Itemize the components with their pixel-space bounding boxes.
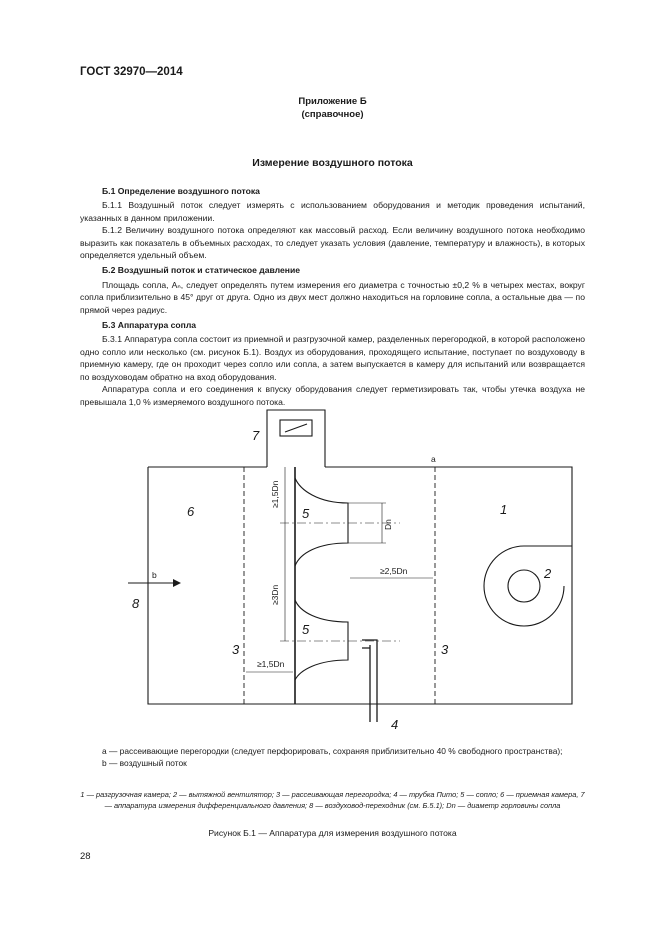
dim-mid-label: ≥3Dn bbox=[270, 584, 280, 605]
label-4: 4 bbox=[391, 717, 399, 732]
pressure-apparatus-frame bbox=[267, 410, 325, 467]
b3-p2: Аппаратура сопла и его соединения к впуску оборудования следует герметизировать так, чтобы утечка воздуха не превышала 1,0 % измеряемого воздушного потока. bbox=[80, 384, 585, 407]
note-b: b — воздушный поток bbox=[102, 758, 187, 768]
b1-p1: Б.1.1 Воздушный поток следует измерять с использованием оборудования и методик проведения испытаний, указанных в данном приложении. bbox=[80, 200, 585, 223]
upper-nozzle bbox=[295, 478, 348, 566]
figure-notes bbox=[80, 745, 585, 769]
dn-label: Dn bbox=[383, 519, 393, 530]
b2-p1: Площадь сопла, Aₙ, следует определять путем измерения его диаметра с точностью ±0,2 % в четырех местах, вокруг сопла приблизительно в 45° друг от друга. Одно из двух мест должно находиться на горловине сопла, а остальные два — по прямой через радиус. bbox=[80, 279, 585, 315]
section-title: Измерение воздушного потока bbox=[252, 157, 413, 169]
airflow-arrowhead bbox=[173, 579, 181, 587]
pitot-tube bbox=[362, 640, 377, 722]
label-3-right: 3 bbox=[441, 642, 449, 657]
label-5-upper: 5 bbox=[302, 506, 310, 521]
label-b: b bbox=[152, 570, 157, 580]
label-6: 6 bbox=[187, 504, 195, 519]
label-a: a bbox=[431, 454, 436, 464]
note-a: a — рассеивающие перегородки (следует перфорировать, сохраняя приблизительно 40 % свободного пространства); bbox=[102, 746, 563, 756]
b3-heading: Б.3 Аппаратура сопла bbox=[102, 320, 197, 331]
b3-p1: Б.3.1 Аппаратура сопла состоит из приемной и разгрузочной камер, разделенных перегородкой, в которой расположено одно сопло или несколько (см. рисунок Б.1). Воздух из оборудования, проходящего испытание, поступает по воздуховоду в приемную камеру, где он проходит через сопло или сопла, а затем выпускается в камеру для испытаний или возвращается по воздуховодам обратно на вход оборудования. bbox=[80, 334, 585, 382]
b1-p2: Б.1.2 Величину воздушного потока определяют как массовый расход. Если величину воздушного потока необходимо выразить как показатель в объемных расходах, то следует указать условия (давление, температуру и влажность), в которых определяется удельный объем. bbox=[80, 225, 585, 261]
standard-header: ГОСТ 32970—2014 bbox=[80, 66, 183, 78]
label-7: 7 bbox=[252, 428, 260, 443]
manometer-needle bbox=[285, 424, 307, 432]
label-5-lower: 5 bbox=[302, 622, 310, 637]
label-1: 1 bbox=[500, 502, 508, 517]
b1-heading: Б.1 Определение воздушного потока bbox=[102, 186, 260, 196]
appendix-title: Приложение Б bbox=[298, 96, 367, 107]
dim-bot-label: ≥1,5Dn bbox=[257, 659, 285, 669]
figure-legend: 1 — разгрузочная камера; 2 — вытяжной вентилятор; 3 — рассеивающая перегородка; 4 — трубка Пито; 5 — сопло; 6 — приемная камера, 7 — аппаратура измерения дифференциального давления; 8 — воздуховод-переходник (см. Б.5.1); Dn — диаметр горловины сопла bbox=[80, 790, 585, 810]
dim-right-label: ≥2,5Dn bbox=[380, 566, 408, 576]
label-8: 8 bbox=[132, 596, 140, 611]
dim-top-label: ≥1,5Dn bbox=[270, 480, 280, 508]
b2-heading: Б.2 Воздушный поток и статическое давление bbox=[102, 265, 301, 276]
appendix-subtitle: (справочное) bbox=[301, 109, 364, 120]
figure-caption: Рисунок Б.1 — Аппаратура для измерения воздушного потока bbox=[208, 828, 457, 838]
fan-inlet bbox=[508, 570, 540, 602]
page-number: 28 bbox=[80, 851, 91, 862]
fan-housing bbox=[484, 546, 572, 626]
label-2: 2 bbox=[544, 566, 552, 581]
lower-nozzle bbox=[295, 600, 348, 680]
label-3-left: 3 bbox=[232, 642, 240, 657]
